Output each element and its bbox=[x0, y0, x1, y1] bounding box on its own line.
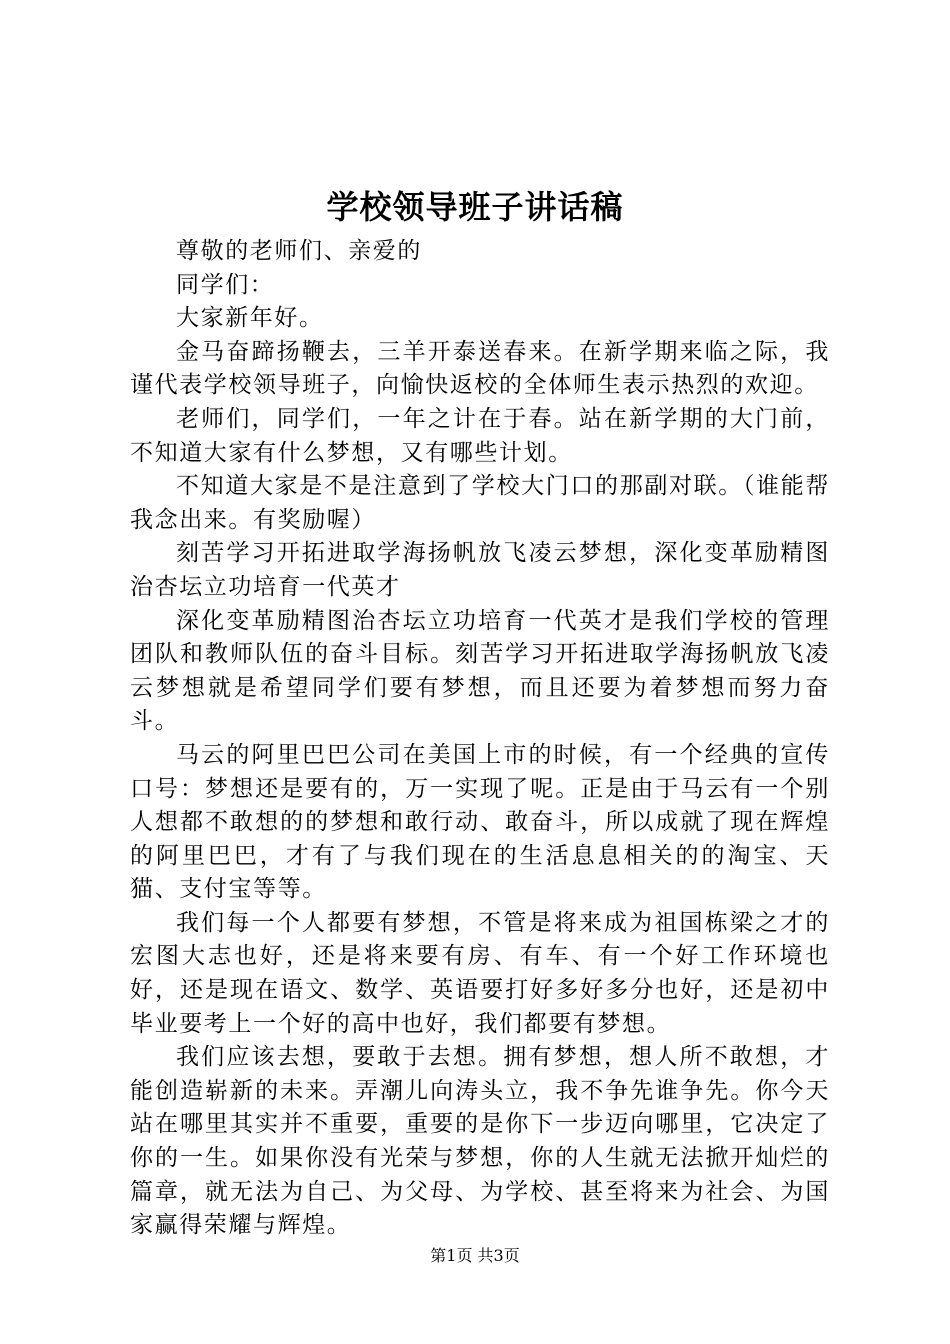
paragraph: 深化变革励精图治杏坛立功培育一代英才是我们学校的管理团队和教师队伍的奋斗目标。刻苦学习开拓进取学海扬帆放飞凌云梦想就是希望同学们要有梦想，而且还要为着梦想而努力奋斗。 bbox=[130, 607, 830, 735]
paragraph-greeting: 大家新年好。 bbox=[176, 305, 324, 332]
paragraph-couplet: 刻苦学习开拓进取学海扬帆放飞凌云梦想，深化变革励精图治杏坛立功培育一代英才 bbox=[130, 540, 830, 600]
page-number-footer: 第1页 共3页 bbox=[430, 1246, 520, 1265]
paragraph: 我们每一个人都要有梦想，不管是将来成为祖国栋梁之才的宏图大志也好，还是将来要有房、有车、有一个好工作环境也好，还是现在语文、数学、英语要打好多好多分也好，还是初中毕业要考上一个好的高中也好，我们都要有梦想。 bbox=[130, 909, 830, 1037]
paragraph: 我们应该去想，要敢于去想。拥有梦想，想人所不敢想，才能创造崭新的未来。弄潮儿向涛头立，我不争先谁争先。你今天站在哪里其实并不重要，重要的是你下一步迈向哪里，它决定了你的一生。如果你没有光荣与梦想，你的人生就无法掀开灿烂的篇章，就无法为自己、为父母、为学校、甚至将来为社会、为国家赢得荣耀与辉煌。 bbox=[130, 1044, 830, 1239]
paragraph: 马云的阿里巴巴公司在美国上市的时候，有一个经典的宣传口号：梦想还是要有的，万一实现了呢。正是由于马云有一个别人想都不敢想的的梦想和敢行动、敢奋斗，所以成就了现在辉煌的阿里巴巴，才有了与我们现在的生活息息相关的的淘宝、天猫、支付宝等等。 bbox=[130, 741, 830, 903]
document-title: 学校领导班子讲话稿 bbox=[326, 188, 624, 226]
paragraph: 金马奋蹄扬鞭去，三羊开泰送春来。在新学期来临之际，我谨代表学校领导班子，向愉快返校的全体师生表示热烈的欢迎。 bbox=[130, 338, 830, 399]
paragraph-salutation-2: 同学们： bbox=[176, 271, 275, 298]
document-body bbox=[130, 235, 830, 1243]
paragraph: 不知道大家是不是注意到了学校大门口的那副对联。（谁能帮我念出来。有奖励喔） bbox=[130, 473, 830, 533]
paragraph-salutation-1: 尊敬的老师们、亲爱的 bbox=[176, 238, 422, 264]
paragraph: 老师们，同学们，一年之计在于春。站在新学期的大门前，不知道大家有什么梦想，又有哪些计划。 bbox=[130, 405, 830, 466]
